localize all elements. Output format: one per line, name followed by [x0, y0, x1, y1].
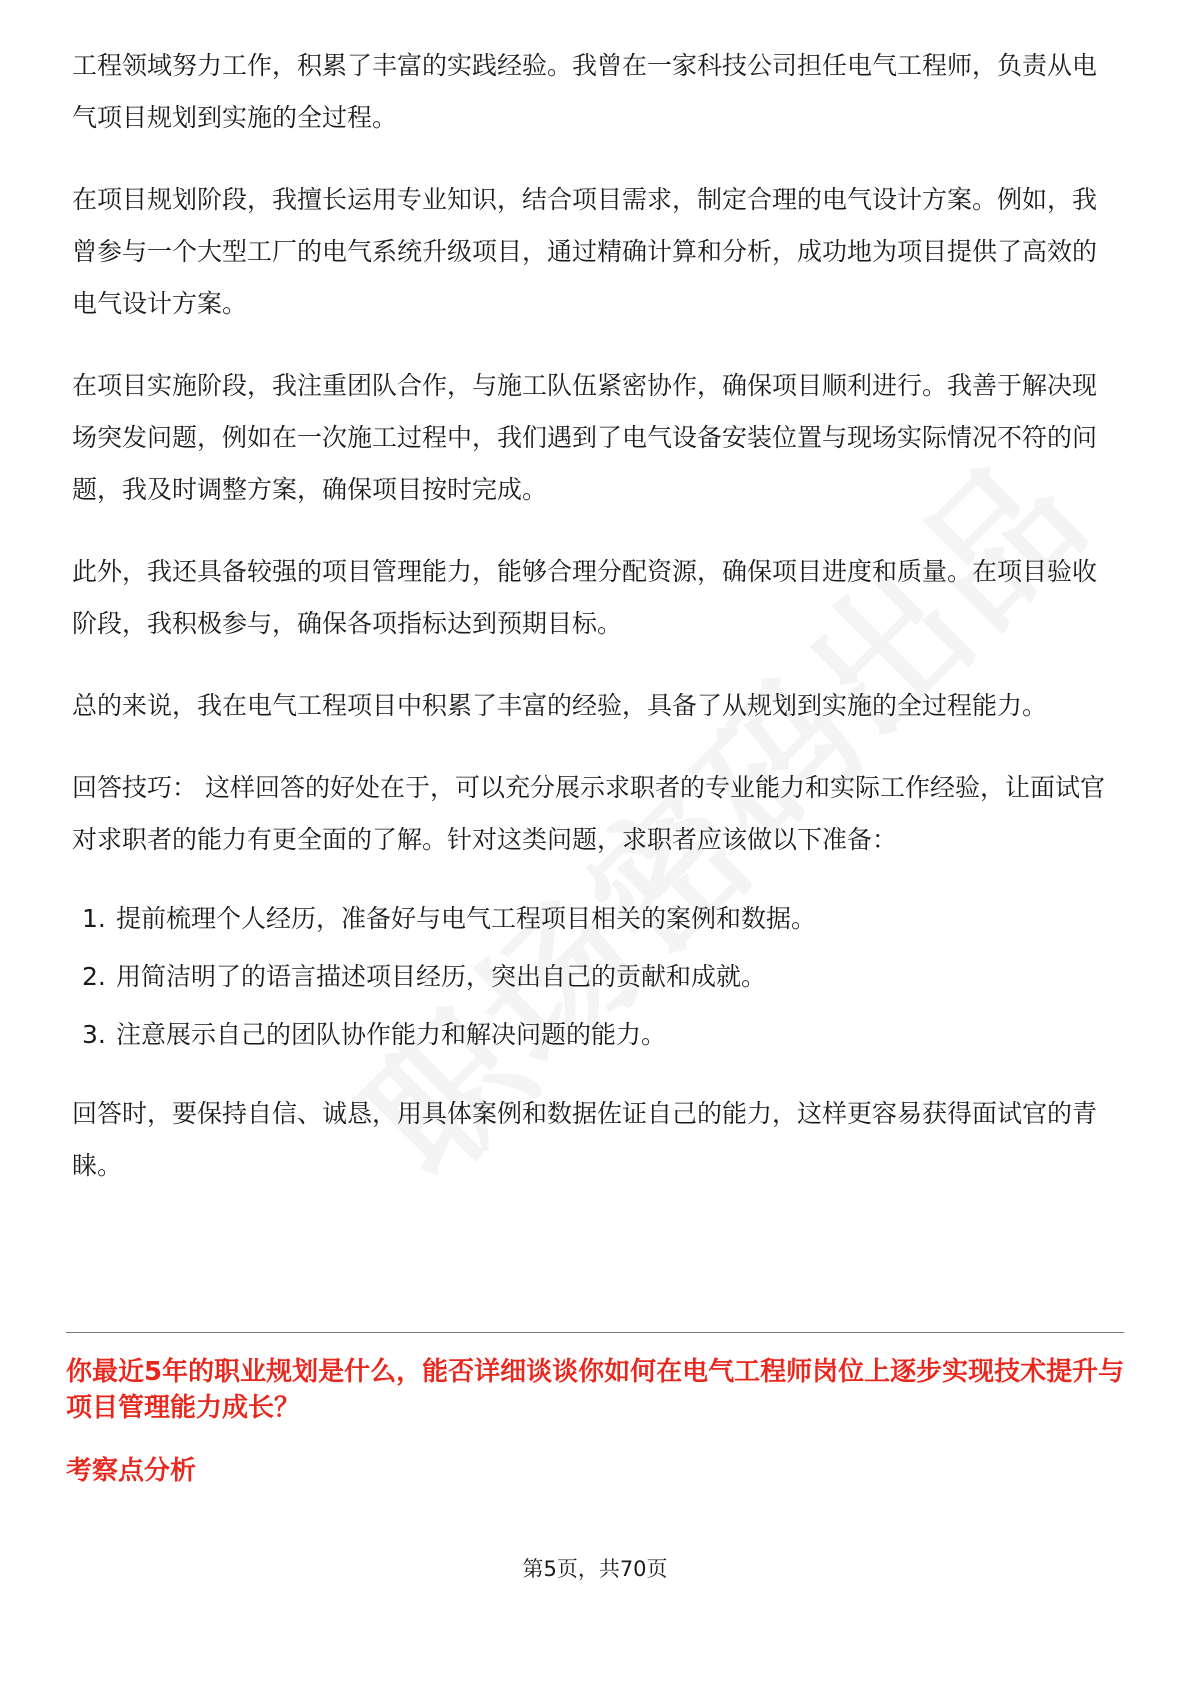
- paragraph-management: 此外，我还具备较强的项目管理能力，能够合理分配资源，确保项目进度和质量。在项目验收阶段，我积极参与，确保各项指标达到预期目标。: [72, 557, 1098, 638]
- list-item: 3. 注意展示自己的团队协作能力和解决问题的能力。: [82, 1020, 667, 1049]
- paragraph-planning: 在项目规划阶段，我擅长运用专业知识，结合项目需求，制定合理的电气设计方案。例如，我曾参与一个大型工厂的电气系统升级项目，通过精确计算和分析，成功地为项目提供了高效的电气设计方案。: [72, 185, 1098, 318]
- page-number: 第5页，共70页: [522, 1557, 668, 1581]
- section-divider: [66, 1332, 1124, 1333]
- list-item: 1. 提前梳理个人经历，准备好与电气工程项目相关的案例和数据。: [82, 904, 817, 933]
- paragraph-closing: 回答时，要保持自信、诚恳，用具体案例和数据佐证自己的能力，这样更容易获得面试官的青睐。: [72, 1099, 1098, 1180]
- list-item: 2. 用简洁明了的语言描述项目经历，突出自己的贡献和成就。: [82, 962, 767, 991]
- interview-question: 你最近5年的职业规划是什么，能否详细谈谈你如何在电气工程师岗位上逐步实现技术提升与项目管理能力成长？: [66, 1357, 1125, 1423]
- paragraph-tips: 回答技巧： 这样回答的好处在于，可以充分展示求职者的专业能力和实际工作经验，让面试官对求职者的能力有更全面的了解。针对这类问题，求职者应该做以下准备：: [72, 773, 1105, 854]
- paragraph-summary: 总的来说，我在电气工程项目中积累了丰富的经验，具备了从规划到实施的全过程能力。: [72, 691, 1048, 720]
- preparation-list: [72, 890, 1118, 1064]
- body-content: [72, 40, 1118, 1192]
- paragraph-implementation: 在项目实施阶段，我注重团队合作，与施工队伍紧密协作，确保项目顺利进行。我善于解决现场突发问题，例如在一次施工过程中，我们遇到了电气设备安装位置与现场实际情况不符的问题，我及时调整方案，确保项目按时完成。: [72, 371, 1098, 504]
- paragraph-experience: 工程领域努力工作，积累了丰富的实践经验。我曾在一家科技公司担任电气工程师，负责从电气项目规划到实施的全过程。: [72, 51, 1098, 132]
- section-heading: 考察点分析: [66, 1456, 197, 1486]
